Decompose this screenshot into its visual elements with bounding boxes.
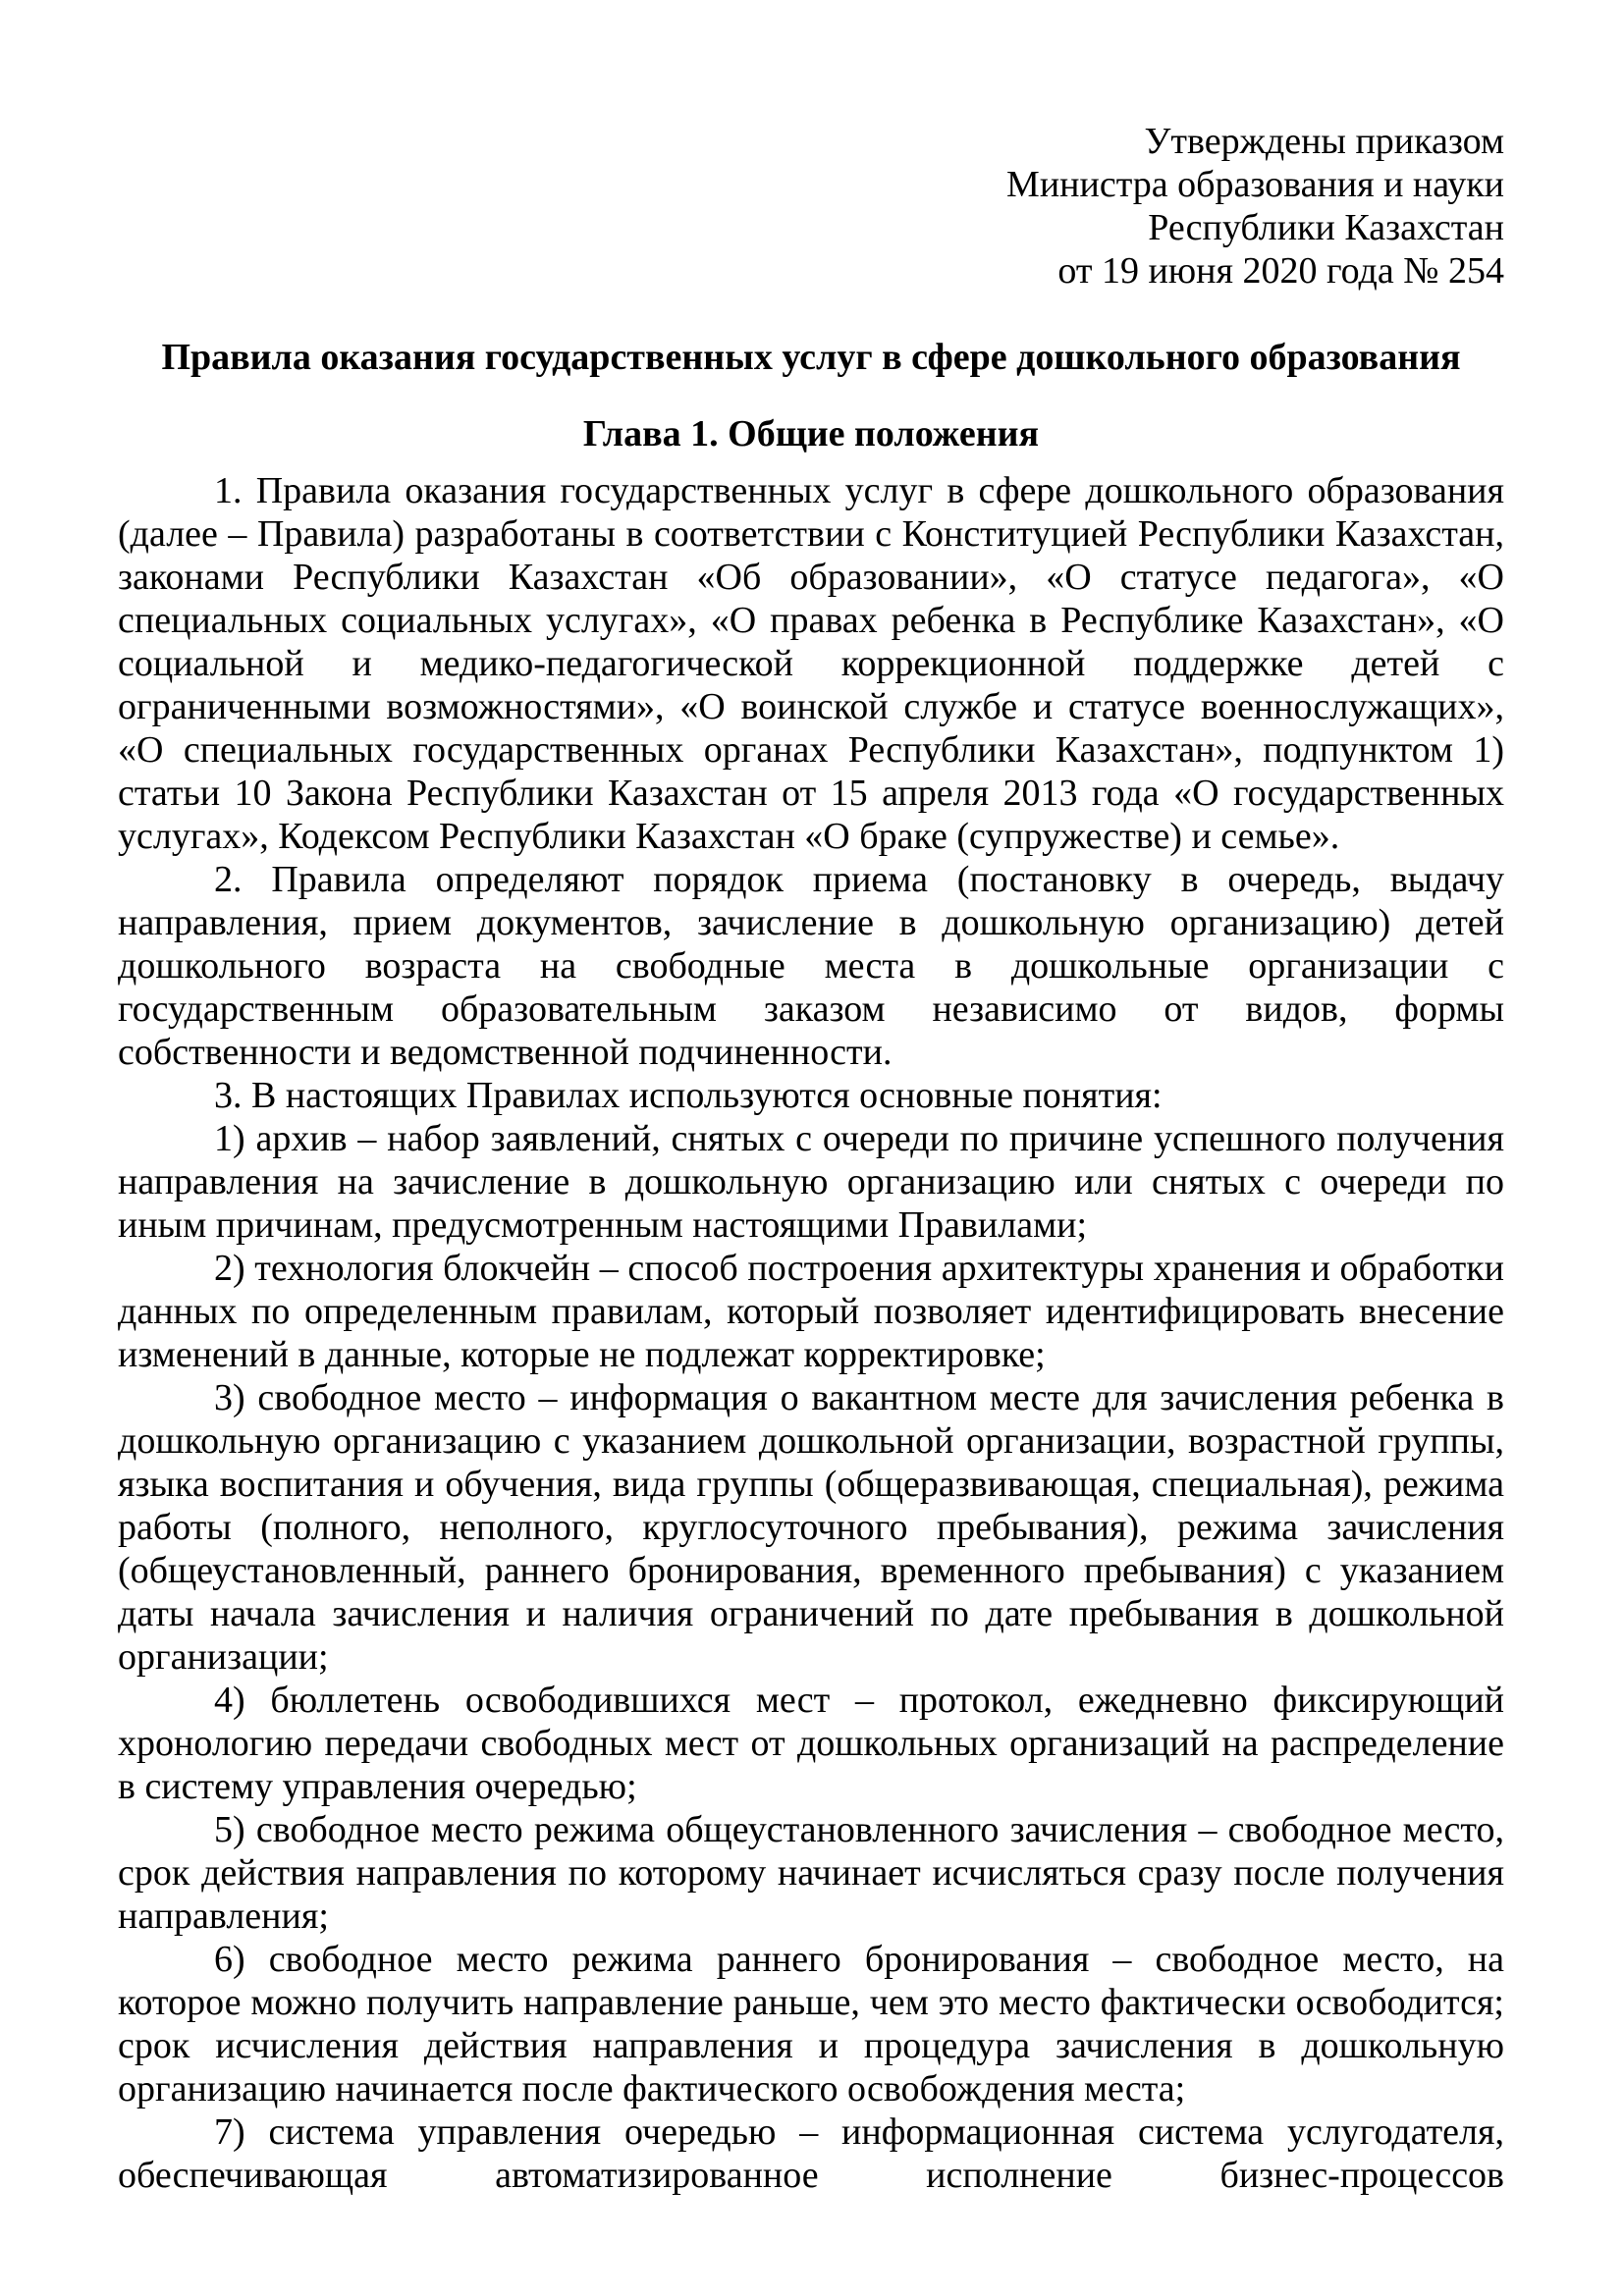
- document-title: Правила оказания государственных услуг в сфере дошкольного образования: [161, 337, 1461, 378]
- clause-5-standard-regime: 5) свободное место режима общеустановленного зачисления – свободное место, срок действия направления по которому начинает исчисляться сразу после получения направления;: [118, 1809, 1504, 1937]
- approval-line: от 19 июня 2020 года № 254: [1057, 250, 1504, 292]
- paragraph-2: 2. Правила определяют порядок приема (постановку в очередь, выдачу направления, прием документов, зачисление в дошкольную организацию) детей дошкольного возраста на свободные места в дошкольные организации с государственным образовательным заказом независимо от видов, формы собственности и ведомственной подчиненности.: [118, 859, 1504, 1073]
- paragraph-1: 1. Правила оказания государственных услуг в сфере дошкольного образования (далее – Правила) разработаны в соответствии с Конституцией Республики Казахстан, законами Республики Казахстан «Об образовании», «О статусе педагога», «О специальных социальных услугах», «О правах ребенка в Республике Казахстан», «О социальной и медико-педагогической коррекционной поддержке детей с ограниченными возможностями», «О воинской службе и статусе военнослужащих», «О специальных государственных органах Республики Казахстан», подпунктом 1) статьи 10 Закона Республики Казахстан от 15 апреля 2013 года «О государственных услугах», Кодексом Республики Казахстан «О браке (супружестве) и семье».: [118, 470, 1504, 857]
- document-body: [118, 469, 1504, 2197]
- approval-line: Утверждены приказом: [1144, 121, 1504, 162]
- approval-line: Республики Казахстан: [1148, 207, 1504, 248]
- clause-7-queue-system: 7) система управления очередью – информационная система услугодателя, обеспечивающая автоматизированное исполнение бизнес-процессов: [118, 2111, 1504, 2196]
- clause-3-vacant-place: 3) свободное место – информация о вакантном месте для зачисления ребенка в дошкольную организацию с указанием дошкольной организации, возрастной группы, языка воспитания и обучения, вида группы (общеразвивающая, специальная), режима работы (полного, неполного, круглосуточного пребывания), режима зачисления (общеустановленный, раннего бронирования, временного пребывания) с указанием даты начала зачисления и наличия ограничений по дате пребывания в дошкольной организации;: [118, 1377, 1504, 1678]
- paragraph-3: 3. В настоящих Правилах используются основные понятия:: [214, 1075, 1163, 1116]
- approval-header: [118, 120, 1504, 293]
- clause-2-blockchain: 2) технология блокчейн – способ построения архитектуры хранения и обработки данных по определенным правилам, который позволяет идентифицировать внесение изменений в данные, которые не подлежат корректировке;: [118, 1248, 1504, 1375]
- approval-line: Министра образования и науки: [1006, 164, 1504, 205]
- clause-4-bulletin: 4) бюллетень освободившихся мест – протокол, ежедневно фиксирующий хронологию передачи свободных мест от дошкольных организаций на распределение в систему управления очередью;: [118, 1680, 1504, 1807]
- chapter-heading: Глава 1. Общие положения: [582, 413, 1040, 454]
- clause-6-early-booking: 6) свободное место режима раннего бронирования – свободное место, на которое можно получить направление раньше, чем это место фактически освободится; срок исчисления действия направления и процедура зачисления в дошкольную организацию начинается после фактического освобождения места;: [118, 1939, 1504, 2109]
- clause-1-archive: 1) архив – набор заявлений, снятых с очереди по причине успешного получения направления на зачисление в дошкольную организацию или снятых с очереди по иным причинам, предусмотренным настоящими Правилами;: [118, 1118, 1504, 1246]
